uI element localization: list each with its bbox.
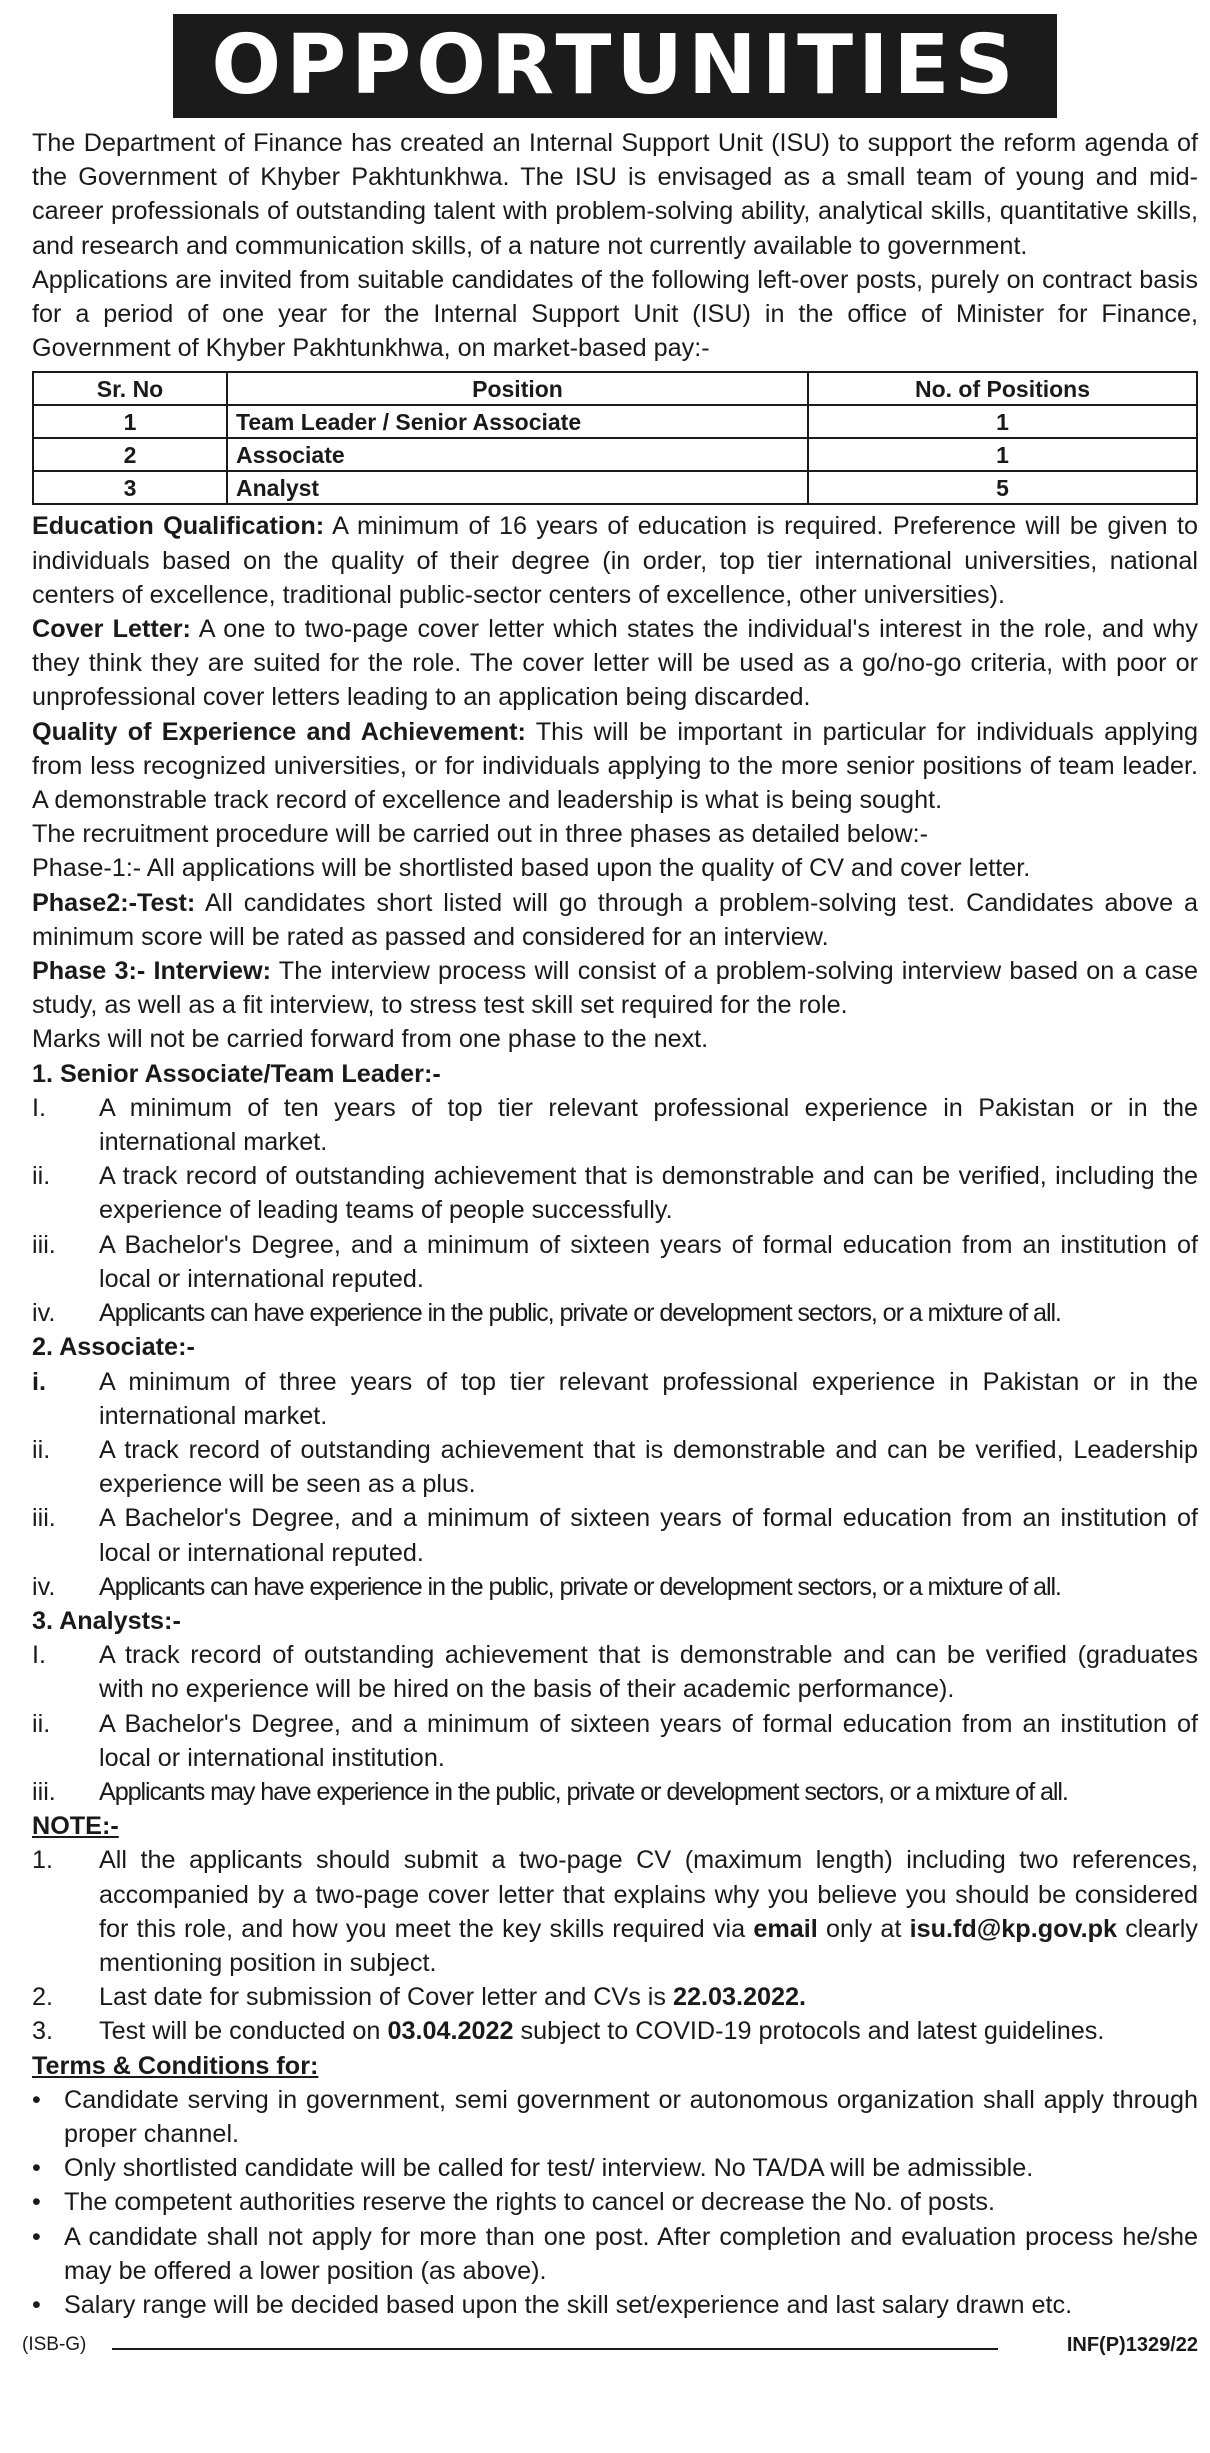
item-marker: I. xyxy=(32,1641,46,1670)
list-item xyxy=(32,1433,1198,1501)
item-text xyxy=(99,1843,1198,1980)
list-item xyxy=(32,1570,1198,1604)
item-marker: ii. xyxy=(32,1709,51,1738)
intro-paragraph-1: The Department of Finance has created an Internal Support Unit (ISU) to support the reform agenda of the Government of Khyber Pakhtunkhwa. The ISU is envisaged as a small team of young and mid-career professionals of outstanding talent with problem-solving ability, analytical skills, quantitative skills, and research and communication skills, of a nature not currently available to government. xyxy=(32,129,1198,260)
item-marker: ii. xyxy=(32,1435,51,1464)
cell-count: 1 xyxy=(808,405,1197,438)
note1-email-word: email xyxy=(753,1914,818,1943)
note-item-3 xyxy=(32,2014,1198,2048)
item-marker: iv. xyxy=(32,1299,56,1328)
item-text: Applicants can have experience in the public, private or development sectors, or a mixture of all. xyxy=(99,1299,1061,1328)
associate-heading: 2. Associate:- xyxy=(32,1333,195,1362)
cell-count: 1 xyxy=(808,438,1197,471)
marks-note: Marks will not be carried forward from one phase to the next. xyxy=(32,1025,709,1054)
table-row xyxy=(33,471,1197,504)
item-marker: i. xyxy=(32,1367,46,1396)
item-text: A Bachelor's Degree, and a minimum of sixteen years of formal education from an institution of local or international institution. xyxy=(99,1709,1198,1772)
item-text: A track record of outstanding achievement that is demonstrable and can be verified, including the experience of leading teams of people successfully. xyxy=(99,1162,1198,1225)
note1-text-a: All the applicants should submit a two-page CV (maximum length) including two references, accompanied by a two-page cover letter that explains why you believe you should be considered for this role, and how you meet the key skills required via xyxy=(99,1846,1198,1943)
list-item xyxy=(32,1707,1198,1775)
item-text: Candidate serving in government, semi government or autonomous organization shall apply through proper channel. xyxy=(64,2085,1198,2148)
phase-3 xyxy=(32,954,1198,1022)
item-text: A Bachelor's Degree, and a minimum of sixteen years of formal education from an institution of local or international reputed. xyxy=(99,1504,1198,1567)
note1-text-b: only at xyxy=(817,1914,910,1943)
positions-table xyxy=(32,371,1198,505)
note3-text-a: Test will be conducted on xyxy=(99,2017,388,2046)
senior-associate-heading: 1. Senior Associate/Team Leader:- xyxy=(32,1059,441,1088)
list-item xyxy=(32,1159,1198,1227)
note-item-1 xyxy=(32,1843,1198,1980)
footer-code: (ISB-G) xyxy=(22,2334,87,2356)
advertisement xyxy=(22,14,1198,2362)
item-text: Salary range will be decided based upon the skill set/experience and last salary drawn etc. xyxy=(64,2290,1073,2319)
item-text: A track record of outstanding achievement that is demonstrable and can be verified (graduates with no experience will be hired on the basis of their academic performance). xyxy=(99,1641,1198,1704)
header-sr-no: Sr. No xyxy=(33,372,227,405)
test-date: 03.04.2022 xyxy=(387,2017,514,2046)
list-item xyxy=(32,1365,1198,1433)
quality-label: Quality of Experience and Achievement: xyxy=(32,717,526,746)
item-marker: I. xyxy=(32,1093,46,1122)
item-marker: 1. xyxy=(32,1846,54,1875)
phase3-text: The interview process will consist of a problem-solving interview based on a case study, as well as a fit interview, to stress test skill set required for the role. xyxy=(32,957,1198,1020)
cell-sr-no: 3 xyxy=(33,471,227,504)
list-item xyxy=(32,1501,1198,1569)
item-text: Applicants can have experience in the public, private or development sectors, or a mixture of all. xyxy=(99,1572,1061,1601)
cell-sr-no: 1 xyxy=(33,405,227,438)
list-item xyxy=(32,1228,1198,1296)
cell-position: Associate xyxy=(227,438,808,471)
cover-label: Cover Letter: xyxy=(32,615,191,644)
item-marker: iv. xyxy=(32,1572,56,1601)
list-item xyxy=(32,2185,1198,2219)
item-marker: iii. xyxy=(32,1504,56,1533)
last-date: 22.03.2022. xyxy=(672,1983,807,2012)
item-text: A candidate shall not apply for more than one post. After completion and evaluation process he/she may be offered a lower position (as above). xyxy=(64,2222,1198,2285)
analysts-heading: 3. Analysts:- xyxy=(32,1606,181,1635)
cover-text: A one to two-page cover letter which states the individual's interest in the role, and why they think they are suited for the role. The cover letter will be used as a go/no-go criteria, with poor or unprofessional cover letters leading to an application being discarded. xyxy=(32,615,1198,712)
quality-text: This will be important in particular for individuals applying from less recognized universities, or for individuals applying to the more senior positions of team leader. A demonstrable track record of excellence and leadership is what is being sought. xyxy=(32,717,1198,815)
note3-text-b: subject to COVID-19 protocols and latest guidelines. xyxy=(513,2017,1105,2046)
header-no-of-positions: No. of Positions xyxy=(808,372,1197,405)
education-label: Education Qualification: xyxy=(32,512,325,541)
cell-count: 5 xyxy=(808,471,1197,504)
note-item-2 xyxy=(32,1980,1198,2014)
item-text: A Bachelor's Degree, and a minimum of sixteen years of formal education from an institution of local or international reputed. xyxy=(99,1230,1198,1293)
list-item xyxy=(32,1091,1198,1159)
table-header-row xyxy=(33,372,1197,405)
email-address: isu.fd@kp.gov.pk xyxy=(909,1914,1117,1943)
note-heading: NOTE:- xyxy=(32,1812,119,1841)
recruitment-procedure: The recruitment procedure will be carried out in three phases as detailed below:- xyxy=(32,820,929,849)
footer-ref: INF(P)1329/22 xyxy=(1066,2334,1198,2357)
cell-sr-no: 2 xyxy=(33,438,227,471)
phase3-label: Phase 3:- Interview: xyxy=(32,957,272,986)
quality-of-experience xyxy=(32,715,1198,818)
phase2-label: Phase2:-Test: xyxy=(32,888,196,917)
list-item xyxy=(32,1296,1198,1330)
item-text: Applicants may have experience in the public, private or development sectors, or a mixture of all. xyxy=(99,1777,1068,1806)
education-text: A minimum of 16 years of education is required. Preference will be given to individuals based on the quality of their degree (in order, top tier international universities, national centers of excellence, traditional public-sector centers of excellence, other universities). xyxy=(32,512,1198,609)
bullet-icon: • xyxy=(32,2085,41,2114)
item-marker: 3. xyxy=(32,2017,54,2046)
item-text xyxy=(99,1980,1198,2014)
bullet-icon: • xyxy=(32,2290,41,2319)
list-item xyxy=(32,2288,1198,2322)
terms-heading: Terms & Conditions for: xyxy=(32,2051,319,2080)
cell-position: Team Leader / Senior Associate xyxy=(227,405,808,438)
bullet-icon: • xyxy=(32,2222,41,2251)
phase-2 xyxy=(32,886,1198,954)
intro-paragraph-2: Applications are invited from suitable candidates of the following left-over posts, purely on contract basis for a period of one year for the Internal Support Unit (ISU) in the office of Minister for Finance, Government of Khyber Pakhtunkhwa, on market-based pay:- xyxy=(32,265,1198,363)
phase-1: Phase-1:- All applications will be shortlisted based upon the quality of CV and cover letter. xyxy=(32,854,1031,883)
list-item xyxy=(32,1775,1198,1809)
footer xyxy=(22,2328,1198,2362)
cover-letter xyxy=(32,612,1198,715)
item-marker: ii. xyxy=(32,1162,51,1191)
list-item xyxy=(32,2220,1198,2288)
item-text xyxy=(99,2014,1198,2048)
item-text: A minimum of three years of top tier relevant professional experience in Pakistan or in the international market. xyxy=(99,1367,1198,1430)
item-marker: iii. xyxy=(32,1230,56,1259)
table-row xyxy=(33,405,1197,438)
item-marker: iii. xyxy=(32,1777,56,1806)
header-position: Position xyxy=(227,372,808,405)
list-item xyxy=(32,2083,1198,2151)
item-text: A minimum of ten years of top tier relevant professional experience in Pakistan or in the international market. xyxy=(99,1093,1198,1157)
bullet-icon: • xyxy=(32,2154,41,2183)
list-item xyxy=(32,2151,1198,2185)
table-row xyxy=(33,438,1197,471)
education-qualification xyxy=(32,509,1198,612)
opportunities-banner: OPPORTUNITIES xyxy=(173,14,1056,118)
note2-text: Last date for submission of Cover letter and CVs is xyxy=(99,1983,673,2012)
list-item xyxy=(32,1638,1198,1706)
footer-rule xyxy=(112,2348,998,2350)
item-text: A track record of outstanding achievement that is demonstrable and can be verified, Leadership experience will be seen as a plus. xyxy=(99,1435,1198,1499)
cell-position: Analyst xyxy=(227,471,808,504)
item-text: Only shortlisted candidate will be called for test/ interview. No TA/DA will be admissible. xyxy=(64,2154,1034,2183)
note1-text-c: clearly mentioning position in subject. xyxy=(99,1914,1198,1977)
item-text: The competent authorities reserve the rights to cancel or decrease the No. of posts. xyxy=(64,2188,996,2217)
phase2-text: All candidates short listed will go through a problem-solving test. Candidates above a minimum score will be rated as passed and considered for an interview. xyxy=(32,888,1198,951)
bullet-icon: • xyxy=(32,2188,41,2217)
item-marker: 2. xyxy=(32,1983,54,2012)
banner-wrap xyxy=(32,14,1198,126)
